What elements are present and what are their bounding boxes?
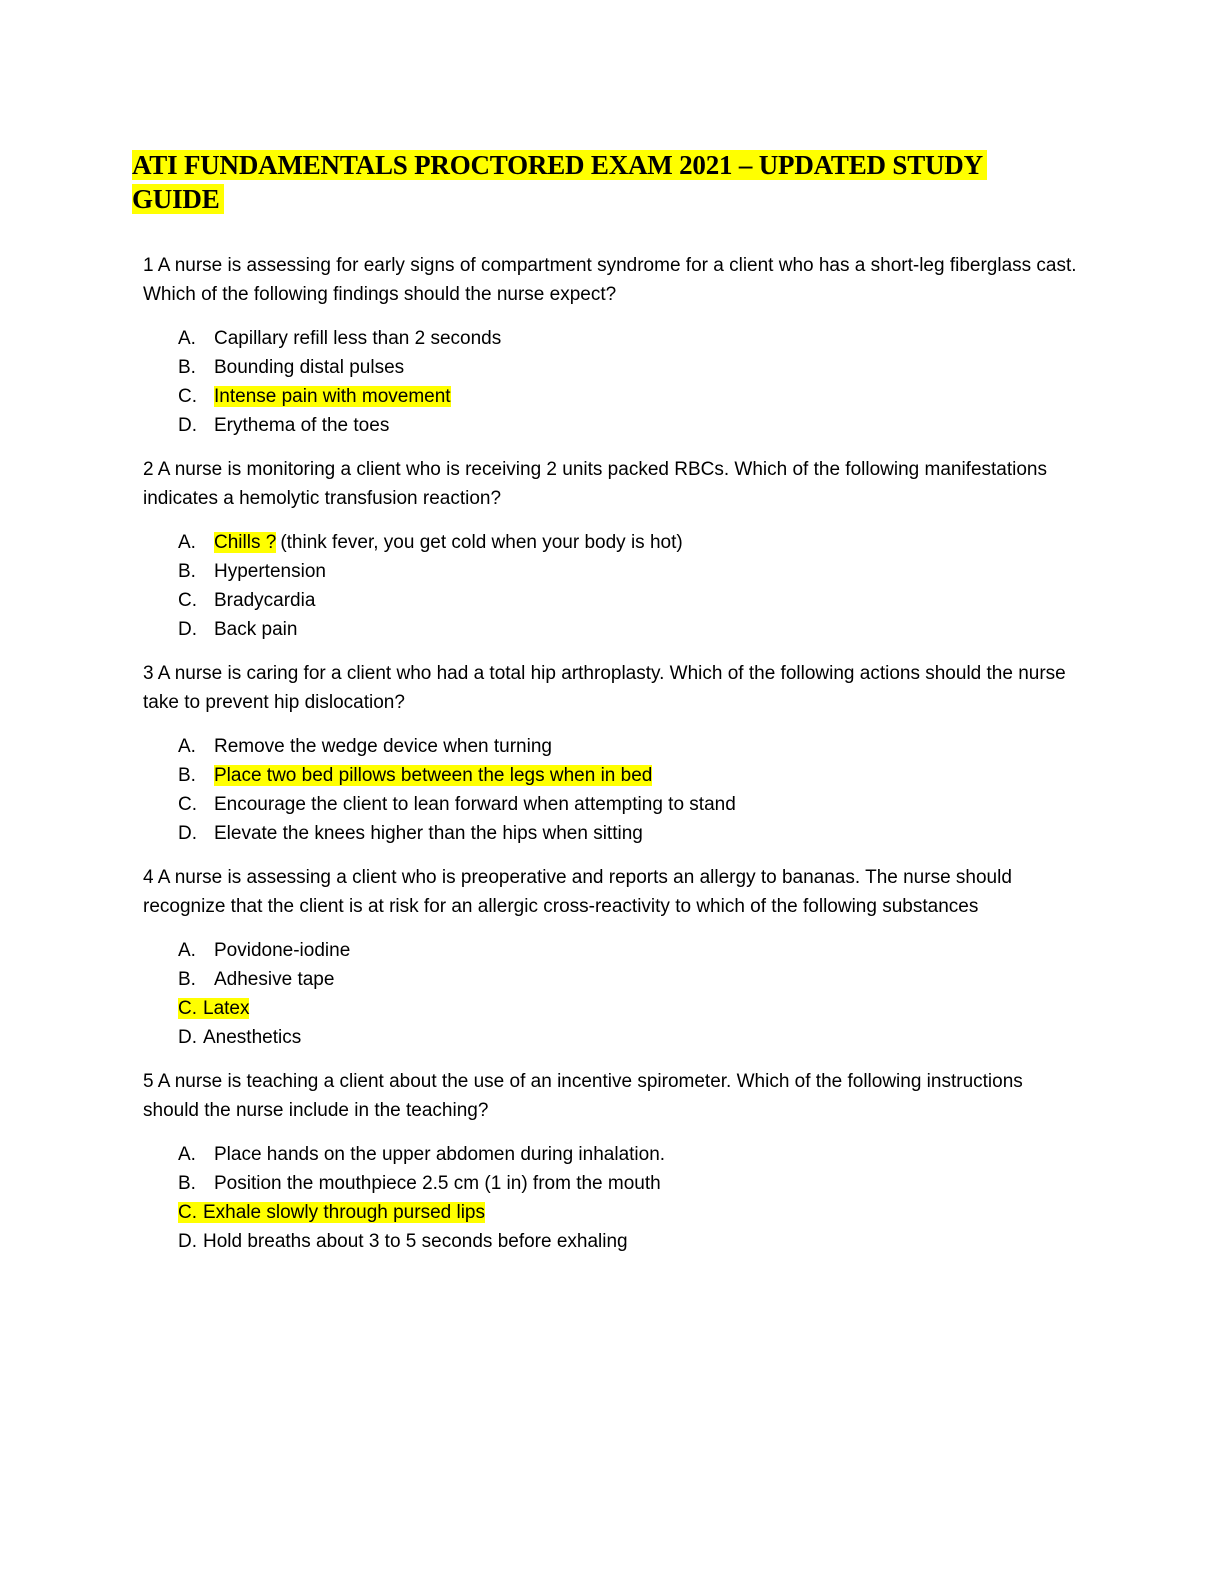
option-5a bbox=[178, 1140, 1078, 1169]
option-4a bbox=[178, 936, 1078, 965]
option-text: Adhesive tape bbox=[214, 969, 335, 990]
option-2d bbox=[178, 615, 1078, 644]
answer-highlight bbox=[178, 998, 249, 1019]
option-text: Anesthetics bbox=[203, 1027, 302, 1048]
option-2b bbox=[178, 557, 1078, 586]
option-letter: A. bbox=[178, 1144, 196, 1165]
option-5b bbox=[178, 1169, 1078, 1198]
option-letter: B. bbox=[178, 969, 196, 990]
option-text: Erythema of the toes bbox=[214, 415, 390, 436]
answer-highlight bbox=[178, 1202, 485, 1223]
question-5-options bbox=[178, 1140, 1078, 1256]
option-3a bbox=[178, 732, 1078, 761]
option-text: Hypertension bbox=[214, 561, 326, 582]
option-text: Encourage the client to lean forward when attempting to stand bbox=[214, 794, 736, 815]
option-letter: D. bbox=[178, 1027, 197, 1048]
option-letter: B. bbox=[178, 765, 196, 786]
option-letter: A. bbox=[178, 940, 196, 961]
option-letter: C. bbox=[178, 998, 197, 1019]
option-letter: D. bbox=[178, 1231, 197, 1252]
option-3c bbox=[178, 790, 1078, 819]
option-letter: A. bbox=[178, 328, 196, 349]
option-text: Capillary refill less than 2 seconds bbox=[214, 328, 502, 349]
option-letter: C. bbox=[178, 1202, 197, 1223]
option-3b bbox=[178, 761, 1078, 790]
question-2: 2 A nurse is monitoring a client who is receiving 2 units packed RBCs. Which of the following manifestations indicates a hemolytic transfusion reaction? bbox=[143, 459, 1048, 509]
option-text: Place hands on the upper abdomen during inhalation. bbox=[214, 1144, 666, 1165]
option-letter: D. bbox=[178, 415, 197, 436]
option-1b bbox=[178, 353, 1078, 382]
option-letter: D. bbox=[178, 619, 197, 640]
option-4d bbox=[178, 1023, 1078, 1052]
option-text: Remove the wedge device when turning bbox=[214, 736, 552, 757]
option-2a bbox=[178, 528, 1078, 557]
option-text: Exhale slowly through pursed lips bbox=[203, 1202, 485, 1223]
option-1c bbox=[178, 382, 1078, 411]
title-highlight: ATI FUNDAMENTALS PROCTORED EXAM 2021 – UPDATED STUDY GUIDE bbox=[132, 150, 987, 214]
option-1d bbox=[178, 411, 1078, 440]
question-3-options bbox=[178, 732, 1078, 848]
answer-highlight: Chills ? bbox=[214, 532, 277, 553]
question-2-options bbox=[178, 528, 1078, 644]
answer-note: (think fever, you get cold when your body is hot) bbox=[280, 532, 683, 553]
question-1-options bbox=[178, 324, 1078, 440]
option-4c bbox=[178, 994, 1078, 1023]
option-4b bbox=[178, 965, 1078, 994]
question-5: 5 A nurse is teaching a client about the use of an incentive spirometer. Which of the following instructions should the nurse include in the teaching? bbox=[143, 1071, 1023, 1121]
option-letter: A. bbox=[178, 736, 196, 757]
option-text: Back pain bbox=[214, 619, 298, 640]
option-text: Position the mouthpiece 2.5 cm (1 in) from the mouth bbox=[214, 1173, 661, 1194]
question-4: 4 A nurse is assessing a client who is preoperative and reports an allergy to bananas. The nurse should recognize that the client is at risk for an allergic cross-reactivity to which of the following substances bbox=[143, 867, 1012, 917]
option-5c bbox=[178, 1198, 1078, 1227]
option-letter: B. bbox=[178, 561, 196, 582]
option-letter: B. bbox=[178, 1173, 196, 1194]
option-letter: C. bbox=[178, 794, 197, 815]
option-text: Elevate the knees higher than the hips when sitting bbox=[214, 823, 643, 844]
page-title bbox=[132, 148, 1072, 216]
option-2c bbox=[178, 586, 1078, 615]
option-1a bbox=[178, 324, 1078, 353]
option-text: Povidone-iodine bbox=[214, 940, 351, 961]
option-text: Latex bbox=[203, 998, 250, 1019]
answer-highlight: Intense pain with movement bbox=[214, 386, 451, 407]
option-text: Bounding distal pulses bbox=[214, 357, 405, 378]
option-letter: D. bbox=[178, 823, 197, 844]
option-letter: B. bbox=[178, 357, 196, 378]
option-3d bbox=[178, 819, 1078, 848]
option-text: Bradycardia bbox=[214, 590, 316, 611]
option-letter: A. bbox=[178, 532, 196, 553]
question-4-options bbox=[178, 936, 1078, 1052]
question-3: 3 A nurse is caring for a client who had a total hip arthroplasty. Which of the following actions should the nurse take to prevent hip dislocation? bbox=[143, 663, 1066, 713]
option-5d bbox=[178, 1227, 1078, 1256]
option-letter: C. bbox=[178, 590, 197, 611]
question-1: 1 A nurse is assessing for early signs of compartment syndrome for a client who has a short-leg fiberglass cast. Which of the following findings should the nurse expect? bbox=[143, 255, 1077, 305]
option-text: Hold breaths about 3 to 5 seconds before exhaling bbox=[203, 1231, 628, 1252]
option-letter: C. bbox=[178, 386, 197, 407]
answer-highlight: Place two bed pillows between the legs when in bed bbox=[214, 765, 653, 786]
